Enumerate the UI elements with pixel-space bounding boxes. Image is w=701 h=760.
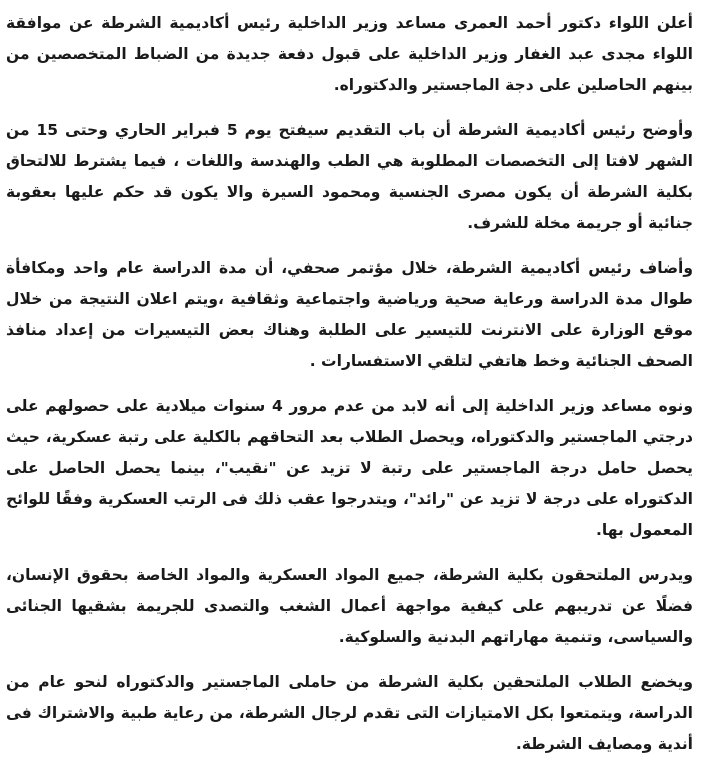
paragraph-curriculum: ويدرس الملتحقون بكلية الشرطة، جميع المواد العسكرية والمواد الخاصة بحقوق الإنسان، فضلًا عن تدريبهم على كيفية مواجهة أعمال الشغب والتصدى للجريمة بشقيها الجنائى والسياسى، وتنمية مهاراتهم البدنية والسلوكية. [6, 566, 693, 646]
paragraph-privileges: ويخضع الطلاب الملتحقين بكلية الشرطة من حاملى الماجستير والدكتوراه لنحو عام من الدراسة، ويتمتعوا بكل الامتيازات التى تقدم لرجال الشرطة، من رعاية طبية والاشتراك فى أندية ومصايف الشرطة. [6, 673, 693, 753]
paragraph-announcement: أعلن اللواء دكتور أحمد العمرى مساعد وزير الداخلية رئيس أكاديمية الشرطة عن موافقة اللواء مجدى عبد الغفار وزير الداخلية على قبول دفعة جديدة من الضباط المتخصصين من بينهم الحاصلين على دجة الماجستير والدكتوراه. [6, 14, 693, 94]
paragraph-application-dates: وأوضح رئيس أكاديمية الشرطة أن باب التقديم سيفتح يوم 5 فبراير الحاري وحتى 15 من الشهر لافتا إلى التخصصات المطلوبة هي الطب والهندسة واللغات ، فيما يشترط للالتحاق بكلية الشرطة أن يكون مصرى الجنسية ومحمود السيرة والا يكون قد حكم عليها بعقوبة جنائية أو جريمة مخلة للشرف. [6, 121, 694, 232]
paragraph-study-duration: وأضاف رئيس أكاديمية الشرطة، خلال مؤتمر صحفي، أن مدة الدراسة عام واحد ومكافأة طوال مدة الدراسة ورعاية صحية ورياضية واجتماعية وثقافية ،ويتم اعلان النتيجة من خلال موقع الوزارة على الانترنت للتيسير على الطلبة وهناك بعض التيسيرات من إعداد منافذ الصحف الجنائية وخط هاتفي لتلقي الاستفسارات . [6, 259, 693, 370]
paragraph-ranks: ونوه مساعد وزير الداخلية إلى أنه لابد من عدم مرور 4 سنوات ميلادية على حصولهم على درجتي الماجستير والدكتوراه، ويحصل الطلاب بعد التحاقهم بالكلية على رتبة عسكرية، حيث يحصل حامل درجة الماجستير على رتبة لا تزيد عن "نقيب"، بينما يحصل الحاصل على الدكتوراه على درجة لا تزيد عن "رائد"، ويتدرجوا عقب ذلك فى الرتب العسكرية وفقًا للوائح المعمول بها. [6, 397, 693, 539]
